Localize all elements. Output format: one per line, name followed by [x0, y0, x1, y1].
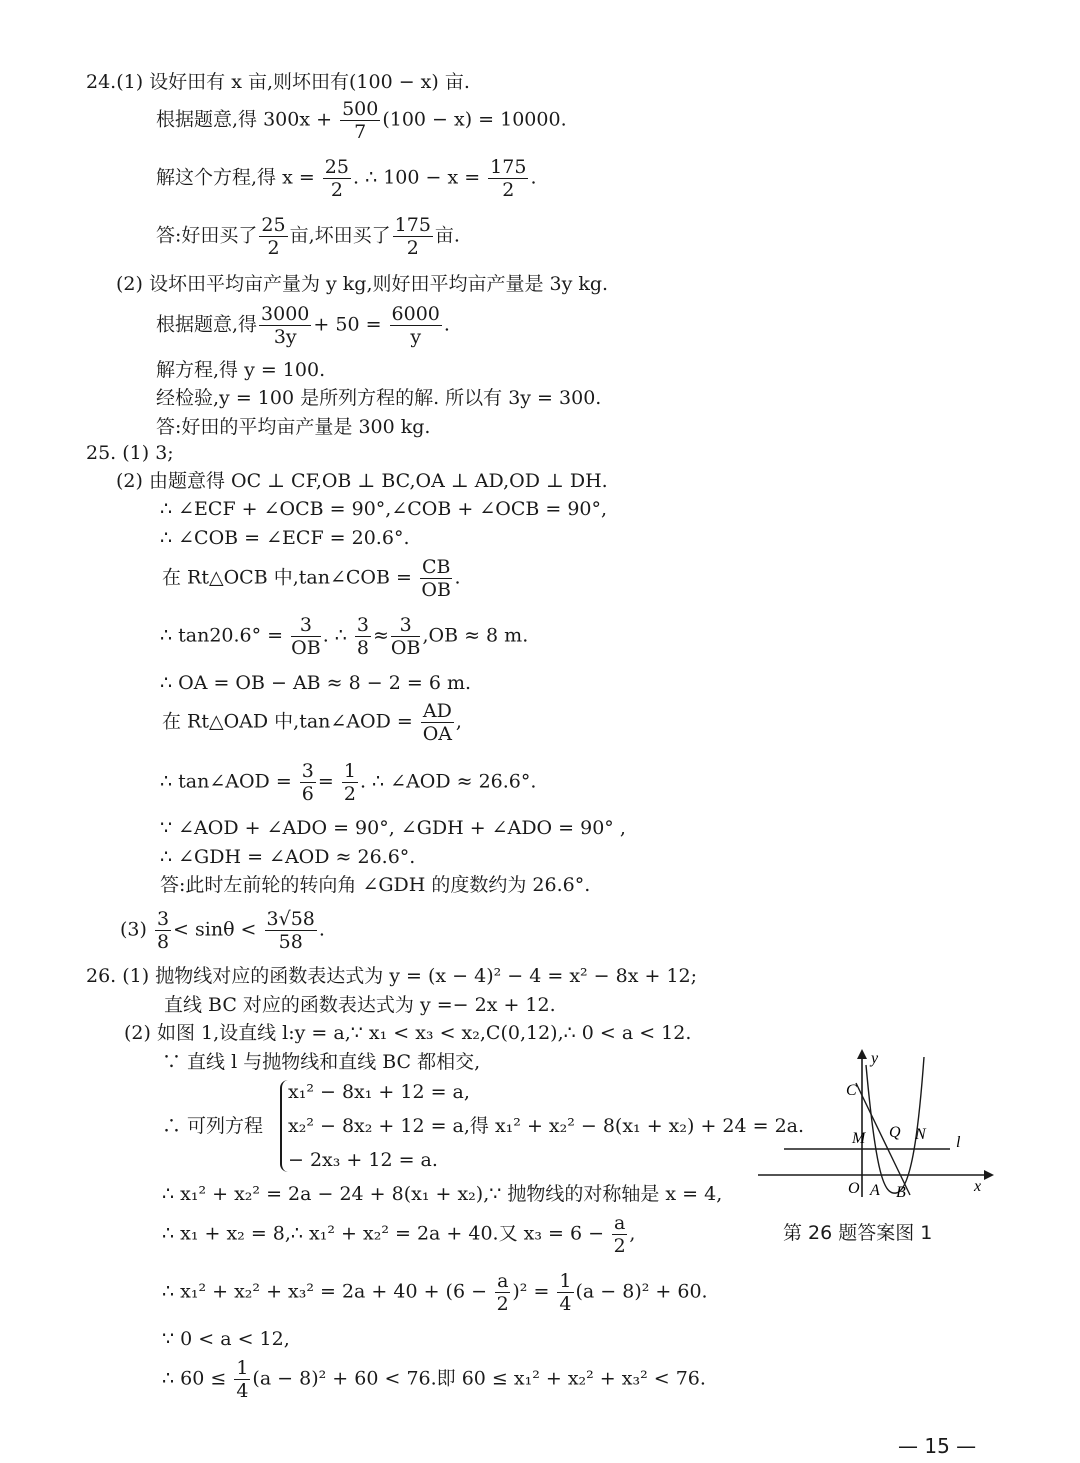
- text: (a − 8)² + 60 < 76.即 60 ≤ x₁² + x₂² + x₃² < 76.: [252, 1367, 706, 1390]
- parabola-figure: [758, 1045, 998, 1205]
- numerator: 175: [490, 156, 527, 178]
- label-y: y: [871, 1050, 879, 1067]
- fraction: [355, 614, 371, 659]
- line-25-tan-value: [160, 614, 528, 659]
- text: ,: [455, 710, 462, 733]
- label-l: l: [956, 1134, 961, 1151]
- denominator: 6: [301, 783, 314, 805]
- numerator: 3: [356, 614, 369, 636]
- line-26-intersect: ∵ 直线 l 与抛物线和直线 BC 都相交,: [162, 1051, 481, 1073]
- line-25-tan-cob: [162, 556, 461, 601]
- text: 亩.: [434, 224, 460, 247]
- numerator: 1: [343, 760, 356, 782]
- fraction: [612, 1212, 627, 1257]
- system-eq-2: x₂² − 8x₂ + 12 = a,得 x₁² + x₂² − 8(x₁ + x₂) + 24 = 2a.: [288, 1115, 805, 1137]
- numerator: CB: [421, 556, 451, 578]
- text: ∴ tan∠AOD =: [160, 770, 298, 793]
- fraction: [265, 908, 317, 953]
- text: (a − 8)² + 60.: [575, 1280, 708, 1303]
- denominator: 8: [356, 637, 369, 659]
- line-24-1: 24.(1) 设好田有 x 亩,则坏田有(100 − x) 亩.: [86, 71, 470, 93]
- text: .: [454, 566, 461, 589]
- label-n: N: [915, 1126, 926, 1143]
- line-26-system-label: ∴ 可列方程: [162, 1115, 264, 1137]
- fraction: [323, 156, 351, 201]
- system-eq-1: x₁² − 8x₁ + 12 = a,: [288, 1081, 470, 1103]
- line-25-gdh: ∴ ∠GDH = ∠AOD ≈ 26.6°.: [160, 846, 416, 868]
- line-26-bc: 直线 BC 对应的函数表达式为 y =− 2x + 12.: [164, 994, 556, 1016]
- line-25-sum: ∵ ∠AOD + ∠ADO = 90°, ∠GDH + ∠ADO = 90° ,: [160, 817, 626, 839]
- numerator: 1: [236, 1357, 249, 1379]
- denominator: y: [410, 326, 422, 348]
- denominator: 4: [559, 1293, 572, 1315]
- text: ∴ x₁² + x₂² + x₃² = 2a + 40 + (6 −: [162, 1280, 494, 1303]
- numerator: 25: [324, 156, 349, 178]
- line-24-answer: [156, 214, 460, 259]
- figure-caption: 第 26 题答案图 1: [783, 1222, 933, 1244]
- numerator: 3√58: [266, 908, 315, 930]
- line-26-1: 26. (1) 抛物线对应的函数表达式为 y = (x − 4)² − 4 = x² − 8x + 12;: [86, 965, 698, 987]
- numerator: a: [497, 1270, 509, 1292]
- text: .: [443, 313, 450, 336]
- text: ∴ x₁ + x₂ = 8,∴ x₁² + x₂² = 2a + 40.又 x₃ = 6 −: [162, 1222, 611, 1245]
- numerator: 3: [301, 760, 314, 782]
- denominator: OB: [421, 579, 451, 601]
- numerator: 3: [156, 908, 170, 930]
- line-24-solution: [156, 156, 536, 201]
- fraction: [300, 760, 316, 805]
- line-26-conclusion: [162, 1357, 706, 1402]
- line-24-equation: [156, 98, 567, 143]
- system-brace: [280, 1080, 288, 1172]
- denominator: 58: [278, 931, 303, 953]
- label-a: A: [870, 1182, 880, 1199]
- text: 根据题意,得: [156, 313, 258, 336]
- label-q: Q: [889, 1124, 901, 1141]
- denominator: 7: [354, 121, 367, 143]
- fraction: [391, 614, 421, 659]
- text: 在 Rt△OCB 中,tan∠COB =: [162, 566, 418, 589]
- text: .: [318, 918, 325, 941]
- numerator: 3: [391, 614, 421, 637]
- fraction: [420, 556, 453, 601]
- text: )² =: [512, 1280, 556, 1303]
- x-axis-arrow: [984, 1170, 994, 1180]
- line-25-aod-value: [160, 760, 536, 805]
- numerator: 3000: [261, 303, 310, 325]
- numerator: 25: [261, 214, 286, 236]
- fraction: [390, 303, 442, 348]
- page-number: — 15 —: [898, 1434, 977, 1458]
- fraction: [495, 1270, 510, 1315]
- denominator: 4: [236, 1380, 249, 1402]
- line-25-oa: ∴ OA = OB − AB ≈ 8 − 2 = 6 m.: [160, 672, 472, 694]
- denominator: OB: [390, 637, 421, 659]
- denominator: 3y: [273, 326, 297, 348]
- line-24-solve: 解方程,得 y = 100.: [156, 359, 326, 381]
- text: . ∴: [322, 624, 353, 647]
- denominator: 2: [267, 237, 280, 259]
- line-24-check: 经检验,y = 100 是所列方程的解. 所以有 3y = 300.: [156, 387, 602, 409]
- fraction: [342, 760, 358, 805]
- numerator: 1: [559, 1270, 572, 1292]
- denominator: 2: [406, 237, 419, 259]
- text: < sinθ <: [173, 918, 263, 941]
- numerator: 500: [342, 98, 379, 120]
- fraction: [393, 214, 433, 259]
- line-24-2: (2) 设坏田平均亩产量为 y kg,则好田平均亩产量是 3y kg.: [116, 273, 609, 295]
- text: . ∴ 100 − x =: [352, 166, 487, 189]
- y-axis-arrow: [857, 1049, 867, 1059]
- label-b: B: [896, 1184, 906, 1201]
- text: 根据题意,得 300x +: [156, 108, 339, 131]
- line-25-1: 25. (1) 3;: [86, 442, 174, 464]
- fraction: [234, 1357, 250, 1402]
- line-26-2: (2) 如图 1,设直线 l:y = a,∵ x₁ < x₃ < x₂,C(0,12),∴ 0 < a < 12.: [124, 1022, 692, 1044]
- text: 亩,坏田买了: [289, 224, 391, 247]
- fraction: [421, 700, 454, 745]
- text: .: [530, 166, 537, 189]
- text: ,OB ≈ 8 m.: [422, 624, 529, 647]
- text: ∴ tan20.6° =: [160, 624, 290, 647]
- fraction: [488, 156, 528, 201]
- denominator: 2: [343, 783, 356, 805]
- line-25-tan-aod: [162, 700, 462, 745]
- label-x: x: [974, 1178, 982, 1195]
- line-26-total: [162, 1270, 708, 1315]
- text: ≈: [373, 624, 389, 647]
- text: 答:好田买了: [156, 224, 258, 247]
- fraction: [259, 214, 287, 259]
- text: + 50 =: [313, 313, 388, 336]
- text: 解这个方程,得 x =: [156, 166, 321, 189]
- text: . ∴ ∠AOD ≈ 26.6°.: [359, 770, 537, 793]
- denominator: 2: [613, 1235, 626, 1257]
- line-26-range: ∵ 0 < a < 12,: [162, 1328, 290, 1350]
- line-25-2: (2) 由题意得 OC ⊥ CF,OB ⊥ BC,OA ⊥ AD,OD ⊥ DH.: [116, 470, 608, 492]
- fraction: [155, 908, 171, 953]
- line-26-sum: ∴ x₁² + x₂² = 2a − 24 + 8(x₁ + x₂),∵ 抛物线的对称轴是 x = 4,: [162, 1183, 723, 1205]
- fraction: [340, 98, 380, 143]
- system-eq-3: − 2x₃ + 12 = a.: [288, 1149, 438, 1171]
- fraction: [557, 1270, 573, 1315]
- line-25-3: [120, 908, 325, 953]
- text: 在 Rt△OAD 中,tan∠AOD =: [162, 710, 419, 733]
- line-25-angles: ∴ ∠ECF + ∠OCB = 90°,∠COB + ∠OCB = 90°,: [160, 498, 608, 520]
- line-25-cob: ∴ ∠COB = ∠ECF = 20.6°.: [160, 527, 410, 549]
- fraction: [259, 303, 311, 348]
- text: ∴ 60 ≤: [162, 1367, 233, 1390]
- text: (3): [120, 918, 153, 941]
- label-o: O: [848, 1180, 860, 1197]
- text: ,: [629, 1222, 636, 1245]
- line-26-x3: [162, 1212, 635, 1257]
- label-c: C: [846, 1082, 857, 1099]
- numerator: 175: [394, 214, 431, 236]
- denominator: 2: [502, 179, 515, 201]
- numerator: 3: [291, 614, 321, 637]
- denominator: OB: [291, 637, 321, 659]
- fraction: [291, 614, 321, 659]
- line-25-answer: 答:此时左前轮的转向角 ∠GDH 的度数约为 26.6°.: [160, 874, 591, 896]
- denominator: 2: [330, 179, 343, 201]
- label-m: M: [852, 1130, 866, 1147]
- denominator: OA: [422, 723, 452, 745]
- denominator: 2: [496, 1293, 509, 1315]
- line-24-2-equation: [156, 303, 450, 348]
- denominator: 8: [156, 931, 170, 953]
- text: (100 − x) = 10000.: [382, 108, 567, 131]
- numerator: a: [614, 1212, 626, 1234]
- line-24-answer-2: 答:好田的平均亩产量是 300 kg.: [156, 416, 431, 438]
- numerator: 6000: [391, 303, 440, 325]
- numerator: AD: [422, 700, 452, 722]
- text: =: [317, 770, 340, 793]
